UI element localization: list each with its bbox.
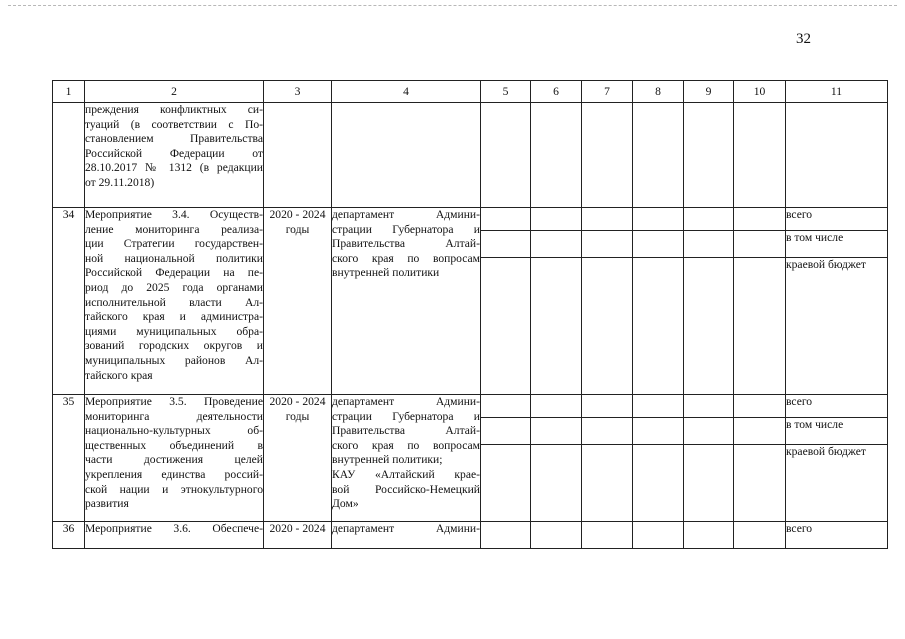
header-cell: 9 bbox=[684, 81, 734, 103]
executor-cell: департамент Админи- страции Губернатора и Правительства Алтай- ского края по вопросам внутренней политики; КАУ «Алтайский крае- вой Российско-Немецкий Дом» bbox=[332, 395, 481, 522]
funding-source: всего bbox=[786, 395, 888, 418]
executor-cell: департамент Админи- bbox=[332, 522, 481, 549]
funding-source: всего bbox=[786, 208, 888, 231]
header-cell: 8 bbox=[633, 81, 684, 103]
row-number: 35 bbox=[53, 395, 85, 522]
table-row-continuation bbox=[53, 103, 888, 208]
header-cell: 7 bbox=[582, 81, 633, 103]
period-cell: 2020 - 2024 bbox=[264, 522, 332, 549]
header-cell: 2 bbox=[85, 81, 264, 103]
header-cell: 11 bbox=[786, 81, 888, 103]
row-number: 34 bbox=[53, 208, 85, 395]
funding-source: всего bbox=[786, 522, 888, 549]
funding-source: краевой бюджет bbox=[786, 445, 888, 522]
executor-cell: департамент Админи- страции Губернатора и Правительства Алтай- ского края по вопросам внутренней политики bbox=[332, 208, 481, 395]
table-row-36 bbox=[53, 522, 888, 549]
table-row-34 bbox=[53, 208, 888, 231]
row-number: 36 bbox=[53, 522, 85, 549]
header-cell: 1 bbox=[53, 81, 85, 103]
continuation-text: преждения конфликтных си- туаций (в соответствии с По- становлением Правительства Российской Федерации от 28.10.2017 № 1312 (в редакции от 29.11.2018) bbox=[85, 103, 264, 208]
funding-source: в том числе bbox=[786, 418, 888, 445]
header-cell: 10 bbox=[734, 81, 786, 103]
activity-description: Мероприятие 3.4. Осуществ- ление мониторинга реализа- ции Стратегии государствен- ной национальной политики Российской Федерации на пе- риод до 2025 года органами исполнительной власти Ал- тайского края и администра- циями муниципальных обра- зований городских округов и муниципальных районов Ал- тайского края bbox=[85, 208, 264, 395]
funding-source: краевой бюджет bbox=[786, 258, 888, 395]
header-cell: 3 bbox=[264, 81, 332, 103]
activity-description: Мероприятие 3.6. Обеспече- bbox=[85, 522, 264, 549]
page-number: 32 bbox=[796, 31, 811, 47]
table-row-35 bbox=[53, 395, 888, 418]
activities-table bbox=[52, 80, 888, 549]
page-top-border bbox=[8, 5, 897, 6]
period-cell: 2020 - 2024 годы bbox=[264, 395, 332, 522]
header-cell: 6 bbox=[531, 81, 582, 103]
header-cell: 5 bbox=[481, 81, 531, 103]
period-cell: 2020 - 2024 годы bbox=[264, 208, 332, 395]
table-header-row bbox=[53, 81, 888, 103]
funding-source: в том числе bbox=[786, 231, 888, 258]
activity-description: Мероприятие 3.5. Проведение мониторинга деятельности национально-культурных об- щественных объединений в части достижения целей укрепления единства россий- ской нации и этнокультурного развития bbox=[85, 395, 264, 522]
header-cell: 4 bbox=[332, 81, 481, 103]
